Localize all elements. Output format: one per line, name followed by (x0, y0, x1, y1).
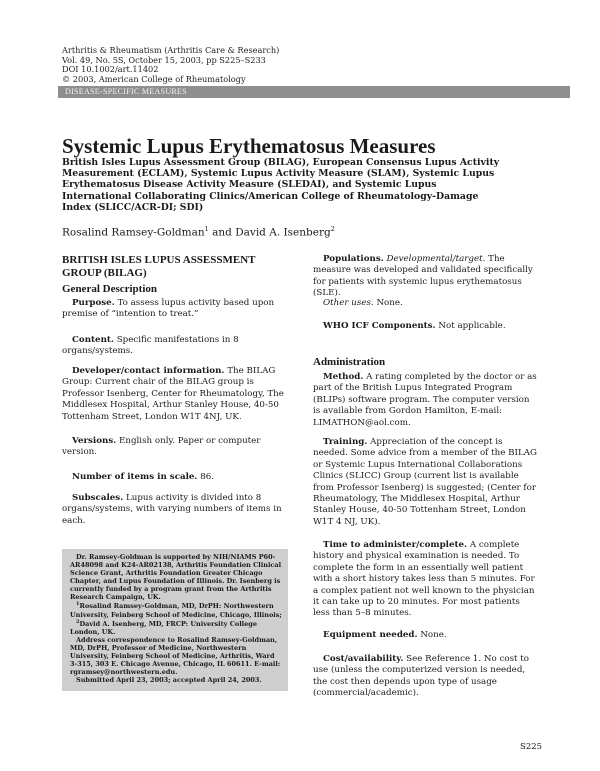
section-title-bilag: BRITISH ISLES LUPUS ASSESSMENT GROUP (BILAG) (62, 254, 256, 279)
correspondence-address: Address correspondence to Rosalind Ramsey-Goldman, MD, DrPH, Professor of Medicine, Northwestern University, Feinberg School of Medicine, Arthritis, Ward 3-315, 303 E. Chicago Avenue, Chicago, IL 60611. E-mail: rgramsey@northwestern.edu. (70, 636, 281, 676)
content-paragraph (62, 335, 288, 358)
subscales-label: Subscales. (72, 493, 124, 503)
other-uses-paragraph (313, 298, 539, 309)
items-text: 86. (200, 472, 215, 482)
cost-label: Cost/availability. (323, 654, 404, 664)
versions-label: Versions. (72, 436, 117, 446)
content-label: Content. (72, 335, 114, 345)
article-subtitle: British Isles Lupus Assessment Group (BILAG), European Consensus Lupus Activity Measurement (ECLAM), Systemic Lupus Activity Measure (SLAM), Systemic Lupus Erythematosus Disease Activity Measure (SLEDAI), and Systemic Lupus International Collaborating Clinics/American College of Rheumatology-Damage Index (SLICC/ACR-DI; SDI) (62, 157, 500, 213)
affiliation-1-marker: 1 (76, 601, 80, 608)
icf-label: WHO ICF Components. (323, 321, 436, 331)
purpose-text: To assess lupus activity based upon premise of “intention to treat.” (62, 298, 275, 320)
author-line (62, 225, 335, 239)
funding-note: Dr. Ramsey-Goldman is supported by NIH/NIAMS P60-AR48098 and K24-AR02138, Arthritis Foundation Clinical Science Grant, Arthritis Foundation Greater Chicago Chapter, and Lupus Foundation of Illinois. Dr. Isenberg is currently funded by a program grant from the Arthritis Research Campaign, UK. (70, 553, 282, 601)
equipment-paragraph (313, 630, 539, 641)
volume-info: Vol. 49, No. 5S, October 15, 2003, pp S225–S233 (62, 54, 266, 65)
section-banner (58, 86, 570, 98)
affiliation-2: David A. Isenberg, MD, FRCP: University College London, UK. (70, 620, 257, 637)
training-paragraph (313, 437, 539, 528)
purpose-paragraph (62, 298, 288, 321)
affiliation-1: Rosalind Ramsey-Goldman, MD, DrPH: Northwestern University, Feinberg School of Medicine, Chicago, Illinois; (70, 602, 282, 619)
author-1-affiliation: 1 (204, 225, 209, 233)
icf-paragraph (313, 321, 539, 332)
page-number: S225 (520, 742, 543, 752)
developer-label: Developer/contact information. (72, 366, 225, 376)
method-text: A rating completed by the doctor or as part of the British Lupus Integrated Program (BLIPs) software program. The computer version is available from Gordon Hamilton, E-mail: LIMATHON@aol.com. (313, 372, 537, 428)
submission-dates: Submitted April 23, 2003; accepted April 24, 2003. (76, 675, 262, 684)
other-uses-text: None. (376, 298, 403, 308)
doi: DOI 10.1002/art.11402 (62, 64, 159, 75)
method-paragraph (313, 372, 539, 429)
developer-paragraph (62, 366, 288, 423)
versions-paragraph (62, 436, 288, 459)
content-text: Specific manifestations in 8 organs/systems. (62, 335, 239, 357)
populations-italic: Developmental/target. (386, 254, 486, 264)
equipment-label: Equipment needed. (323, 630, 418, 640)
populations-text: The measure was developed and validated specifically for patients with systemic lupus erythematosus (SLE). (313, 254, 533, 299)
purpose-label: Purpose. (72, 298, 115, 308)
method-label: Method. (323, 372, 364, 382)
author-1: Rosalind Ramsey-Goldman (62, 226, 205, 239)
author-2-affiliation: 2 (330, 225, 335, 233)
training-label: Training. (323, 437, 368, 447)
cost-text: See Reference 1. No cost to use (unless the computerized version is needed, the cost then depends upon type of usage (commercial/academic). (313, 654, 530, 699)
equipment-text: None. (420, 630, 447, 640)
journal-header (62, 46, 279, 84)
author-2: David A. Isenberg (235, 226, 331, 239)
copyright: © 2003, American College of Rheumatology (62, 73, 246, 84)
populations-paragraph (313, 254, 539, 300)
time-paragraph (313, 540, 539, 620)
author-conjunction: and (212, 226, 232, 239)
items-label: Number of items in scale. (72, 472, 198, 482)
administration-heading: Administration (313, 356, 386, 368)
developer-text: The BILAG Group: Current chair of the BILAG group is Professor Isenberg, Center for Rheumatology, The Middlesex Hospital, Arthur Stanley House, 40-50 Tottenham Street, London W1T 4NJ, UK. (62, 366, 284, 422)
time-text: A complete history and physical examination is needed. To complete the form in an essentially well patient with a short history takes less than 5 minutes. For a complex patient not well known to the physician it can take up to 20 minutes. For most patients less than 5–8 minutes. (313, 540, 535, 619)
other-uses-label: Other uses. (323, 298, 374, 308)
general-description-heading: General Description (62, 283, 158, 295)
article-title: Systemic Lupus Erythematosus Measures (62, 134, 436, 158)
affiliation-2-marker: 2 (76, 619, 80, 626)
versions-text: English only. Paper or computer version. (62, 436, 261, 458)
icf-text: Not applicable. (438, 321, 506, 331)
populations-label: Populations. (323, 254, 384, 264)
training-text: Appreciation of the concept is needed. Some advice from a member of the BILAG or Systemic Lupus International Collaborations Clinics (SLICC) Group (current list is available from Professor Isenberg) is suggested; (Center for Rheumatology, The Middlesex Hospital, Arthur Stanley House, 40-50 Tottenham Street, London W1T 4 NJ, UK). (313, 437, 537, 527)
time-label: Time to administer/complete. (323, 540, 468, 550)
subscales-text: Lupus activity is divided into 8 organs/systems, with varying numbers of items in each. (62, 493, 282, 526)
banner-label: DISEASE-SPECIFIC MEASURES (65, 87, 187, 96)
journal-name: Arthritis & Rheumatism (Arthritis Care & Research) (62, 45, 280, 55)
author-notes-box (62, 549, 288, 691)
items-paragraph (62, 472, 288, 483)
cost-paragraph (313, 654, 539, 700)
subscales-paragraph (62, 493, 288, 527)
